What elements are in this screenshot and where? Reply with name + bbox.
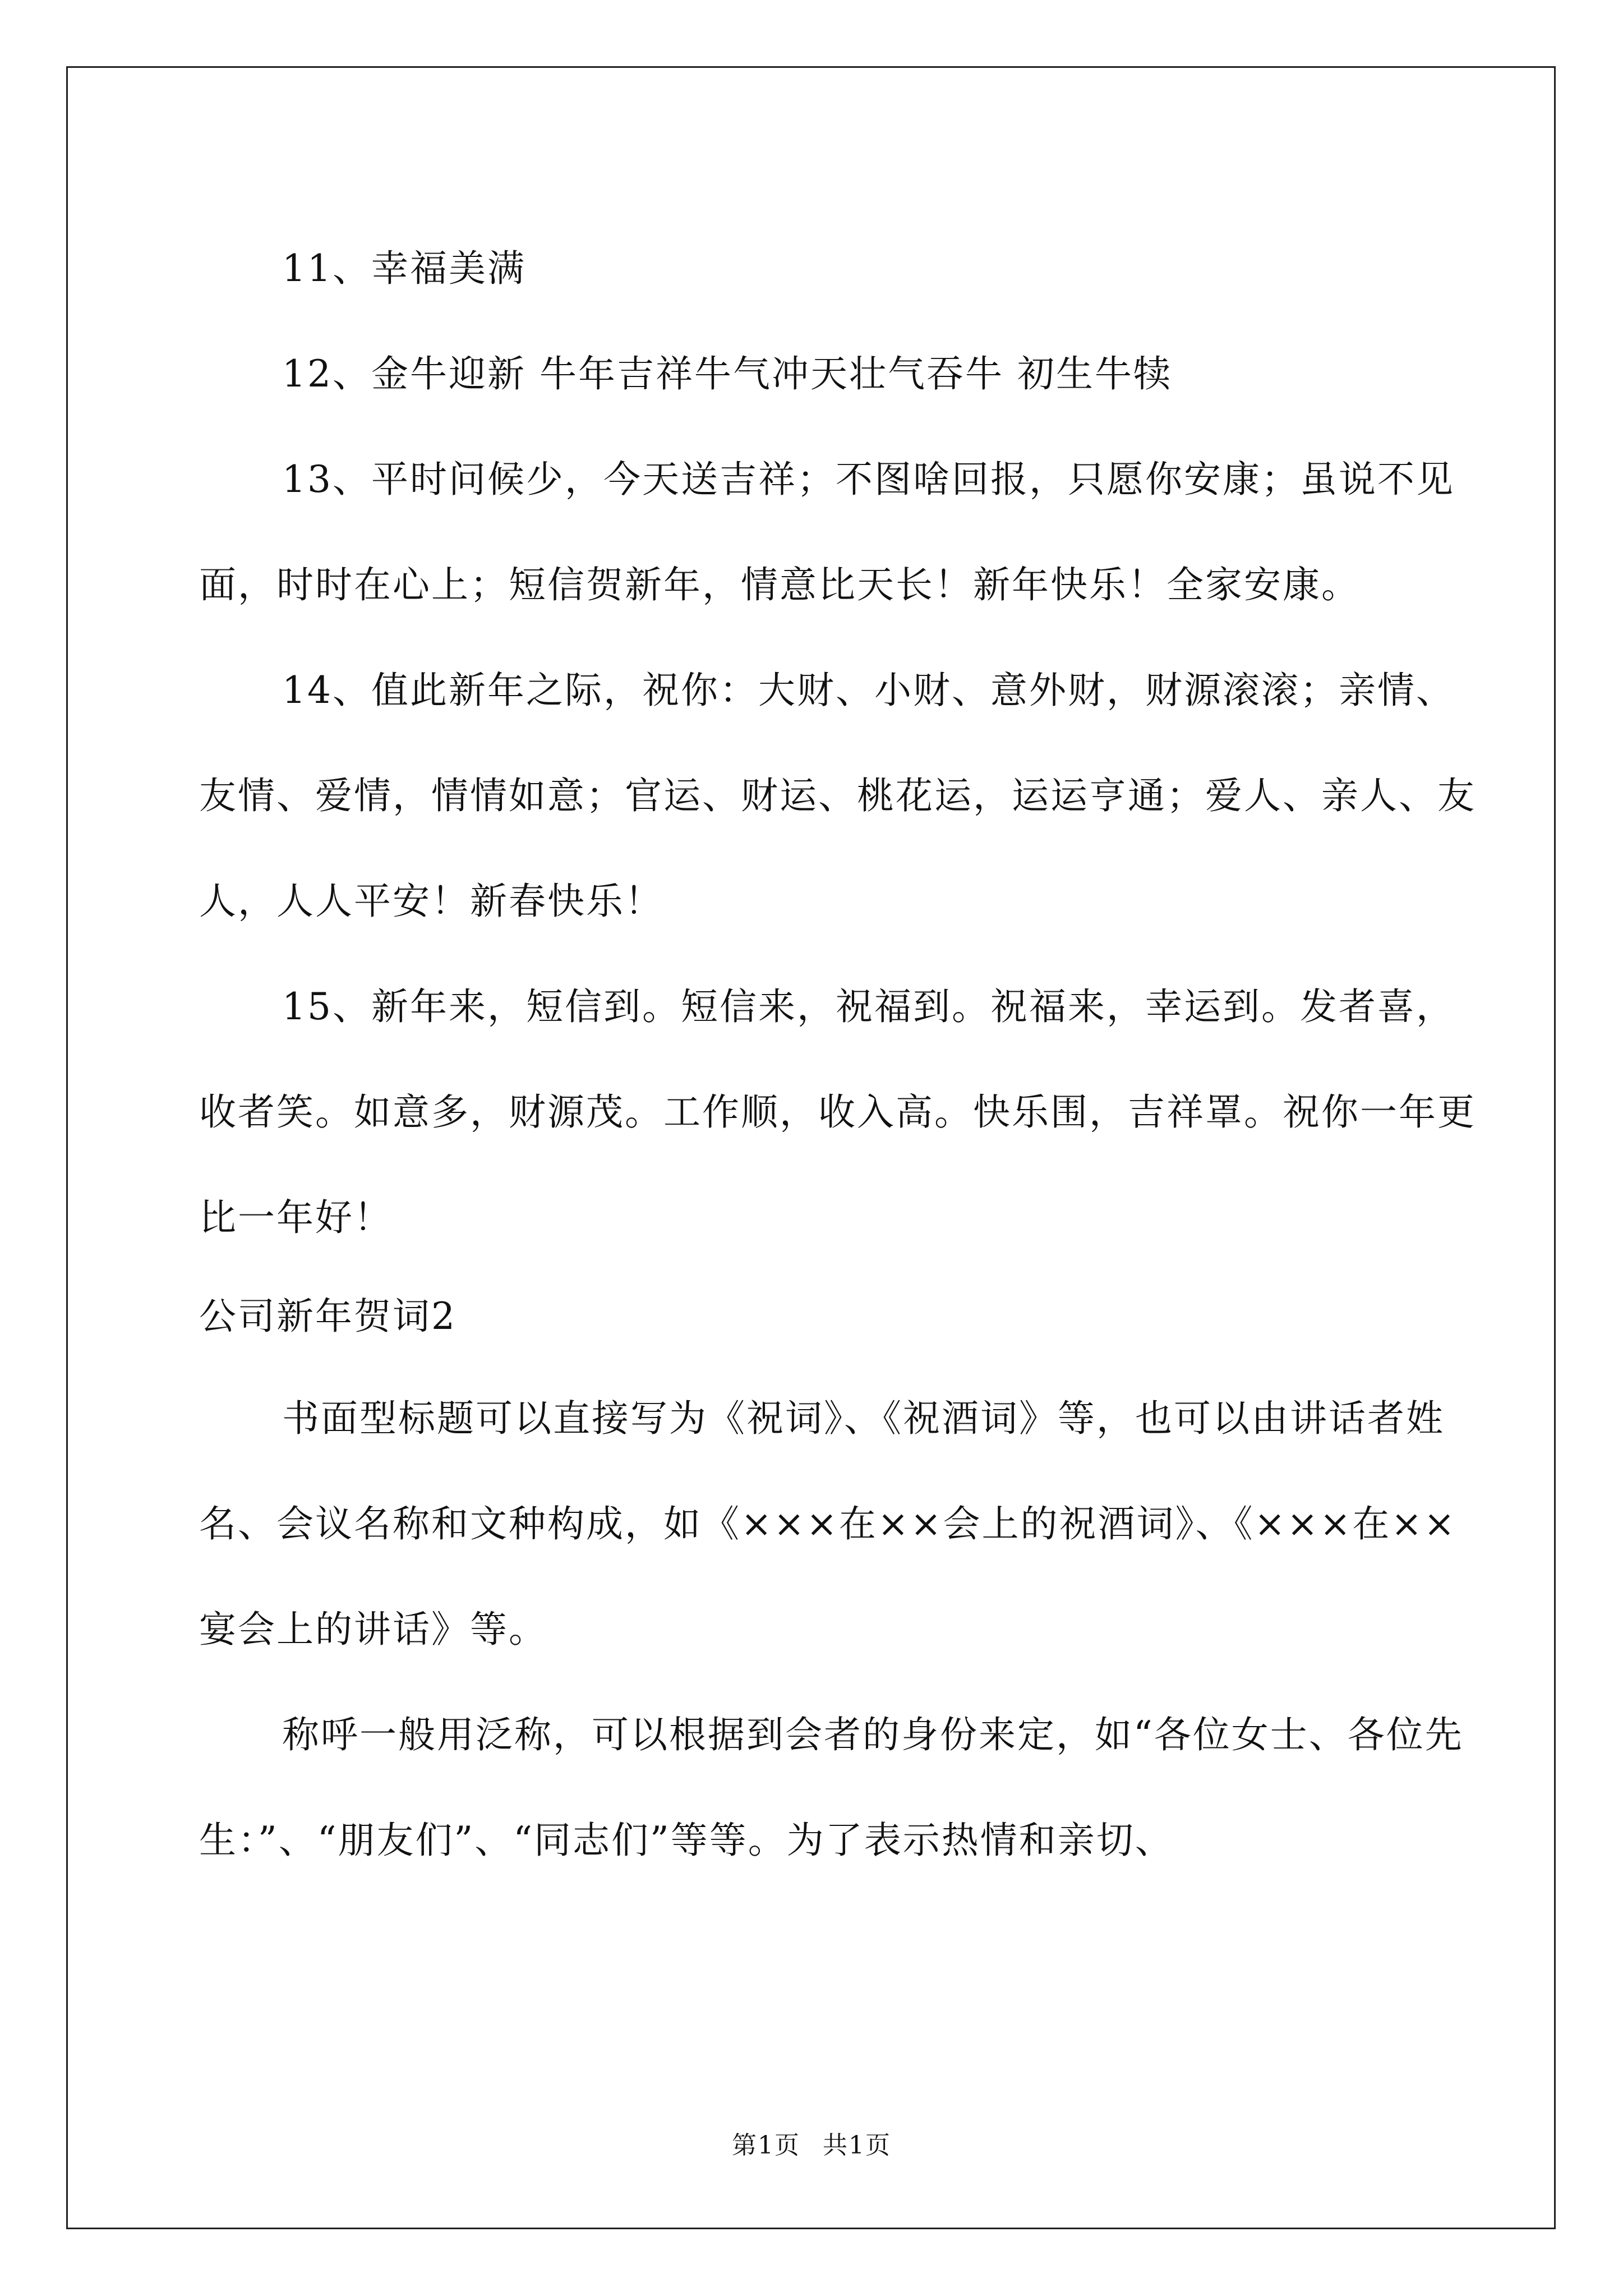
paragraph-item-12: 12、金牛迎新 牛年吉祥牛气冲天壮气吞牛 初生牛犊 [282,352,1172,395]
section-heading: 公司新年贺词2 [199,1295,457,1338]
paragraph-item-15: 15、新年来，短信到。短信来，祝福到。祝福来，幸运到。发者喜，收者笑。如意多，财源茂。工作顺，收入高。快乐围，吉祥罩。祝你一年更比一年好！ [199,985,1476,1239]
page-total: 共1页 [823,2131,891,2160]
document-body [199,216,1489,1893]
paragraph-item-13: 13、平时问候少，今天送吉祥；不图啥回报，只愿你安康；虽说不见面，时时在心上；短信贺新年，情意比天长！新年快乐！全家安康。 [199,458,1455,606]
paragraph-item-14: 14、值此新年之际，祝你：大财、小财、意外财，财源滚滚；亲情、友情、爱情，情情如意；官运、财运、桃花运，运运亨通；爱人、亲人、友人，人人平安！新春快乐！ [199,669,1476,923]
paragraph-item-11: 11、幸福美满 [282,247,526,290]
page-footer [0,2125,1623,2161]
paragraph-title-format: 书面型标题可以直接写为《祝词》、《祝酒词》等，也可以由讲话者姓名、会议名称和文种构成，如《×××在××会上的祝酒词》、《×××在××宴会上的讲话》等。 [199,1397,1457,1651]
page-number: 第1页 [732,2131,800,2160]
paragraph-salutation: 称呼一般用泛称，可以根据到会者的身份来定，如“各位女士、各位先生：”、“朋友们”、“同志们”等等。为了表示热情和亲切、 [199,1713,1464,1862]
